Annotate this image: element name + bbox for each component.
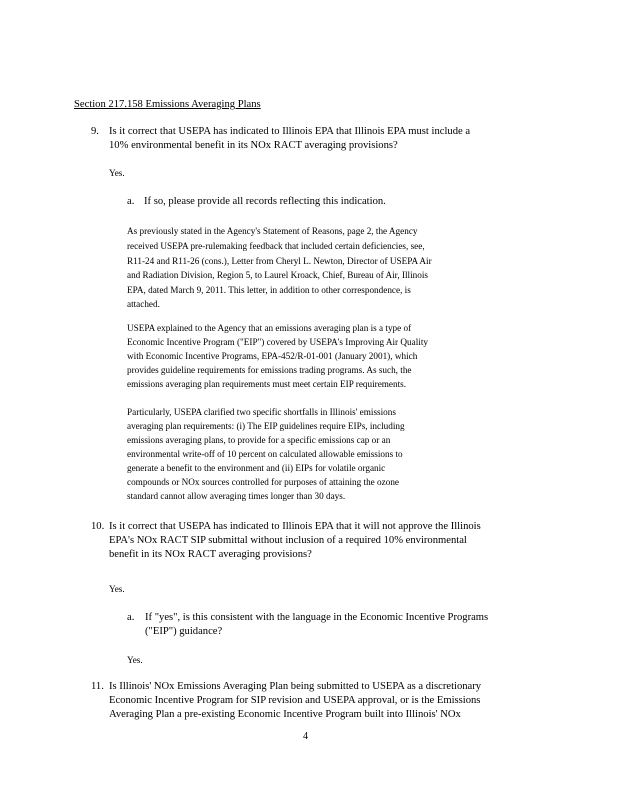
question-9-line-1: Is it correct that USEPA has indicated to Illinois EPA that Illinois EPA must include a	[109, 126, 471, 137]
question-10-answer: Yes.	[109, 584, 125, 594]
question-11-line-2: Economic Incentive Program for SIP revision and USEPA approval, or is the Emissions	[109, 695, 481, 706]
p1-line: R11-24 and R11-26 (cons.), Letter from Cheryl L. Newton, Director of USEPA Air	[127, 256, 432, 266]
question-9a-label: a.	[127, 196, 135, 207]
question-11-number: 11.	[91, 681, 104, 692]
p3-line: generate a benefit to the environment and (ii) EIPs for volatile organic	[127, 463, 386, 473]
p1-line: attached.	[127, 299, 160, 309]
p3-line: standard cannot allow averaging times longer than 30 days.	[127, 491, 346, 501]
question-10a-line-2: ("EIP") guidance?	[145, 626, 223, 637]
question-10-line-1: Is it correct that USEPA has indicated to Illinois EPA that it will not approve the Illinois	[109, 521, 481, 532]
p1-line: and Radiation Division, Region 5, to Laurel Kroack, Chief, Bureau of Air, Illinois	[127, 270, 428, 280]
p3-line: Particularly, USEPA clarified two specific shortfalls in Illinois' emissions	[127, 407, 396, 417]
question-10-line-2: EPA's NOx RACT SIP submittal without inclusion of a required 10% environmental	[109, 535, 467, 546]
p2-line: Economic Incentive Program ("EIP") covered by USEPA's Improving Air Quality	[127, 337, 428, 347]
question-11-line-1: Is Illinois' NOx Emissions Averaging Plan being submitted to USEPA as a discretionary	[109, 681, 482, 692]
p3-line: compounds or NOx sources controlled for purposes of attaining the ozone	[127, 477, 399, 487]
question-10a-label: a.	[127, 612, 135, 623]
page-number: 4	[303, 731, 308, 742]
p3-line: emissions averaging plans, to provide for a specific emissions cap or an	[127, 435, 391, 445]
question-9-line-2: 10% environmental benefit in its NOx RACT averaging provisions?	[109, 140, 398, 151]
section-heading: Section 217.158 Emissions Averaging Plans	[74, 99, 261, 110]
question-9-number: 9.	[91, 126, 99, 137]
p2-line: provides guideline requirements for emissions trading programs. As such, the	[127, 365, 412, 375]
question-9a-text: If so, please provide all records reflecting this indication.	[144, 196, 386, 207]
p2-line: with Economic Incentive Programs, EPA-452/R-01-001 (January 2001), which	[127, 351, 418, 361]
p1-line: received USEPA pre-rulemaking feedback that included certain deficiencies, see,	[127, 241, 425, 251]
p1-line: As previously stated in the Agency's Statement of Reasons, page 2, the Agency	[127, 226, 418, 236]
question-10-line-3: benefit in its NOx RACT averaging provisions?	[109, 549, 312, 560]
p1-line: EPA, dated March 9, 2011. This letter, in addition to other correspondence, is	[127, 285, 411, 295]
p3-line: environmental write-off of 10 percent on calculated allowable emissions to	[127, 449, 403, 459]
question-10-number: 10.	[91, 521, 105, 532]
question-10a-line-1: If "yes", is this consistent with the language in the Economic Incentive Programs	[145, 612, 489, 623]
p3-line: averaging plan requirements: (i) The EIP guidelines require EIPs, including	[127, 421, 405, 431]
p2-line: emissions averaging plan requirements must meet certain EIP requirements.	[127, 379, 407, 389]
question-10a-answer: Yes.	[127, 655, 143, 665]
p2-line: USEPA explained to the Agency that an emissions averaging plan is a type of	[127, 323, 412, 333]
question-9-answer: Yes.	[109, 168, 125, 178]
question-11-line-3: Averaging Plan a pre-existing Economic Incentive Program built into Illinois' NOx	[109, 709, 461, 720]
